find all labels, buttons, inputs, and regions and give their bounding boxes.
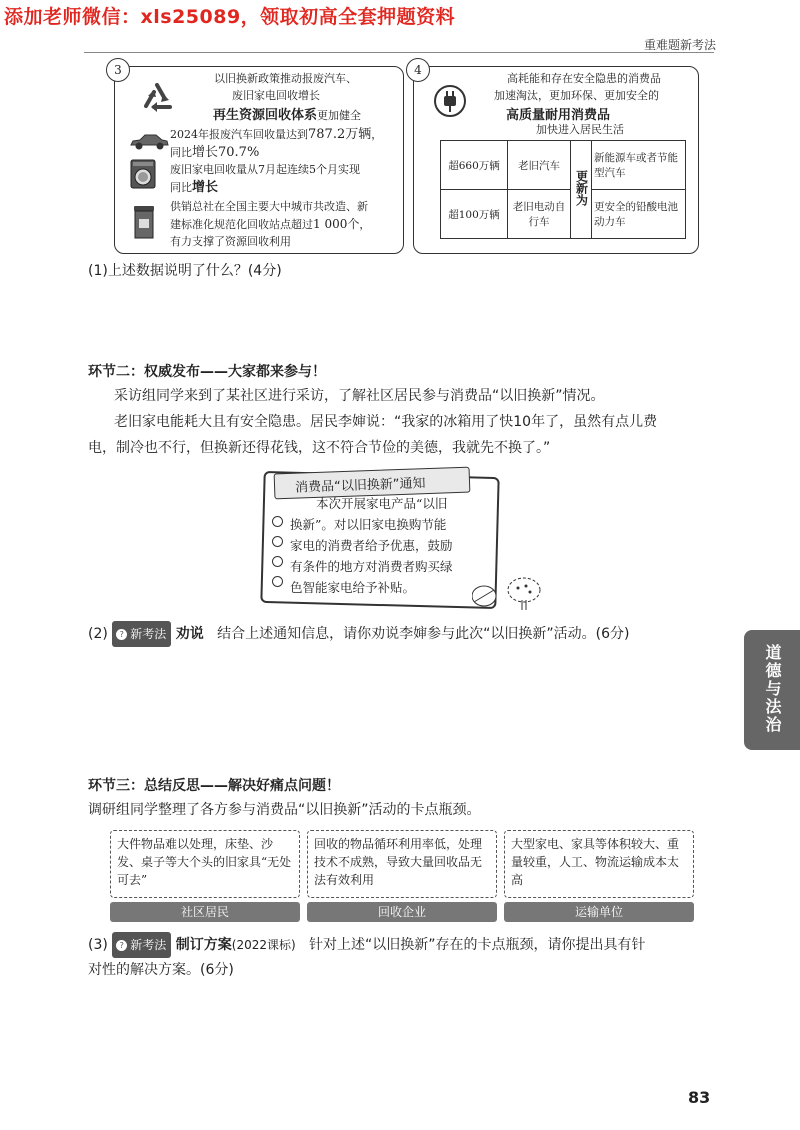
card-label-transport: 运输单位 [504, 902, 694, 922]
washing-machine-icon [130, 159, 156, 189]
table-row [441, 141, 686, 190]
page-number: 83 [688, 1088, 711, 1107]
subject-tab-label: 道德与法治 [763, 644, 782, 734]
card-recyclers: 回收的物品循环利用率低，处理技术不成熟，导致大量回收品无法有效利用 [307, 830, 497, 898]
new-method-badge [112, 621, 171, 647]
car-stat-value: 787.2万辆 [308, 127, 372, 142]
table-row [441, 190, 686, 239]
appliance-stat-line1: 废旧家电回收量从7月起连续5个月实现 [170, 163, 360, 176]
card-transport: 大型家电、家具等体积较大、重量较重，人工、物流运输成本太高 [504, 830, 694, 898]
badge-icon: ? [116, 940, 127, 951]
notice-body-line5: 色智能家电给予补贴。 [290, 580, 416, 595]
running-header: 重难题新考法 [643, 38, 716, 52]
appliance-growth-value: 增长 [192, 180, 219, 195]
box4-line1: 高耗能和存在安全隐患的消费品 [507, 72, 661, 85]
q3-label: 制订方案 [175, 937, 232, 953]
box3-intro-line2: 废旧家电回收增长 [232, 89, 320, 102]
section-3-title: 环节三：总结反思——解决好痛点问题！ [88, 778, 340, 794]
recycle-icon [137, 80, 177, 120]
power-plug-icon [433, 84, 467, 118]
badge-icon: ? [116, 629, 127, 640]
box-number-4: 4 [406, 58, 430, 82]
question-3 [88, 932, 646, 958]
badge-text: 新考法 [130, 627, 167, 641]
replacement-table [440, 140, 686, 239]
box3-intro-line1: 以旧换新政策推动报废汽车、 [214, 72, 357, 85]
coop-line2-value: 1 000个 [313, 217, 360, 231]
table-cell-old: 老旧汽车 [508, 141, 571, 190]
q3-text-line1: 针对上述“以旧换新”存在的卡点瓶颈，请你提出具有针 [309, 937, 646, 953]
card-label-residents: 社区居民 [110, 902, 300, 922]
question-3-line2: 对性的解决方案。(6分) [88, 962, 234, 978]
q3-source: (2022课标) [231, 938, 296, 952]
table-update-text: 更新为 [574, 169, 589, 206]
notice-body-line3: 家电的消费者给予优惠，鼓励 [290, 538, 453, 553]
subject-side-tab [744, 630, 800, 750]
q3-number: (3) [88, 937, 108, 953]
car-stat-line2 [170, 144, 259, 161]
coop-line2-text: 建标准化规范化回收站点超过 [170, 218, 313, 231]
box3-headline-main: 再生资源回收体系 [213, 108, 318, 123]
binder-ring [272, 576, 283, 587]
trash-bin-icon [133, 205, 155, 239]
notice-body-line1: 本次开展家电产品“以旧 [316, 496, 448, 511]
car-icon [128, 133, 170, 151]
notice-body-line2: 换新”。对以旧家电换购节能 [290, 517, 447, 532]
question-1: (1)上述数据说明了什么？(4分) [88, 263, 282, 279]
header-rule [84, 52, 714, 53]
badge-text: 新考法 [130, 938, 167, 952]
binder-ring [272, 536, 283, 547]
card-label-recyclers: 回收企业 [307, 902, 497, 922]
leaf-tree-icon [472, 576, 542, 612]
q2-text: 结合上述通知信息，请你劝说李婶参与此次“以旧换新”活动。(6分) [217, 626, 630, 642]
coop-line3: 有力支撑了资源回收利用 [170, 235, 291, 248]
question-2 [88, 621, 629, 647]
section-2-title: 环节二：权威发布——大家都来参与！ [88, 364, 326, 380]
table-cell-old: 老旧电动自行车 [508, 190, 571, 239]
car-growth-label: 同比 [170, 146, 192, 159]
binder-ring [272, 556, 283, 567]
section-2-para1: 采访组同学来到了某社区进行采访，了解社区居民参与消费品“以旧换新”情况。 [114, 388, 605, 404]
table-cell-new: 新能源车或者节能型汽车 [592, 141, 686, 190]
box-number-3: 3 [106, 58, 130, 82]
box3-headline-suffix: 更加健全 [317, 109, 362, 122]
box3-headline [213, 104, 361, 123]
coop-line1: 供销总社在全国主要大中城市共改造、新 [170, 200, 368, 213]
card-residents: 大件物品难以处理，床垫、沙发、桌子等大个头的旧家具“无处可去” [110, 830, 300, 898]
section-2-para2-line2: 电，制冷也不行，但换新还得花钱，这不符合节俭的美德，我就先不换了。” [88, 440, 551, 456]
new-method-badge [112, 932, 171, 958]
box4-headline: 高质量耐用消费品 [506, 108, 611, 123]
table-cell-count: 超660万辆 [441, 141, 508, 190]
section-3-para: 调研组同学整理了各方参与消费品“以旧换新”活动的卡点瓶颈。 [88, 802, 481, 818]
binder-ring [272, 516, 283, 527]
appliance-stat-line2 [170, 179, 218, 196]
box4-line2: 加速淘汰，更加环保、更加安全的 [494, 89, 659, 102]
box4-line3: 加快进入居民生活 [536, 123, 624, 136]
coop-line2: 建标准化规范化回收站点超过1 000个， [170, 217, 371, 231]
watermark-text: 添加老师微信：xls25089，领取初高全套押题资料 [4, 6, 456, 28]
table-cell-count: 超100万辆 [441, 190, 508, 239]
car-stat-line1: 2024年报废汽车回收量达到787.2万辆， [170, 127, 383, 142]
notice-title: 消费品“以旧换新”通知 [294, 476, 426, 496]
q2-label: 劝说 [175, 626, 204, 642]
appliance-growth-label: 同比 [170, 181, 192, 194]
q2-number: (2) [88, 626, 108, 642]
table-cell-update [571, 141, 592, 239]
car-stat-text: 2024年报废汽车回收量达到 [170, 128, 308, 141]
section-2-para2-line1: 老旧家电能耗大且有安全隐患。居民李婶说：“我家的冰箱用了快10年了，虽然有点儿费 [114, 414, 658, 430]
notice-body-line4: 有条件的地方对消费者购买绿 [290, 559, 453, 574]
car-growth-value: 增长70.7% [192, 145, 260, 160]
table-cell-new: 更安全的铅酸电池动力车 [592, 190, 686, 239]
